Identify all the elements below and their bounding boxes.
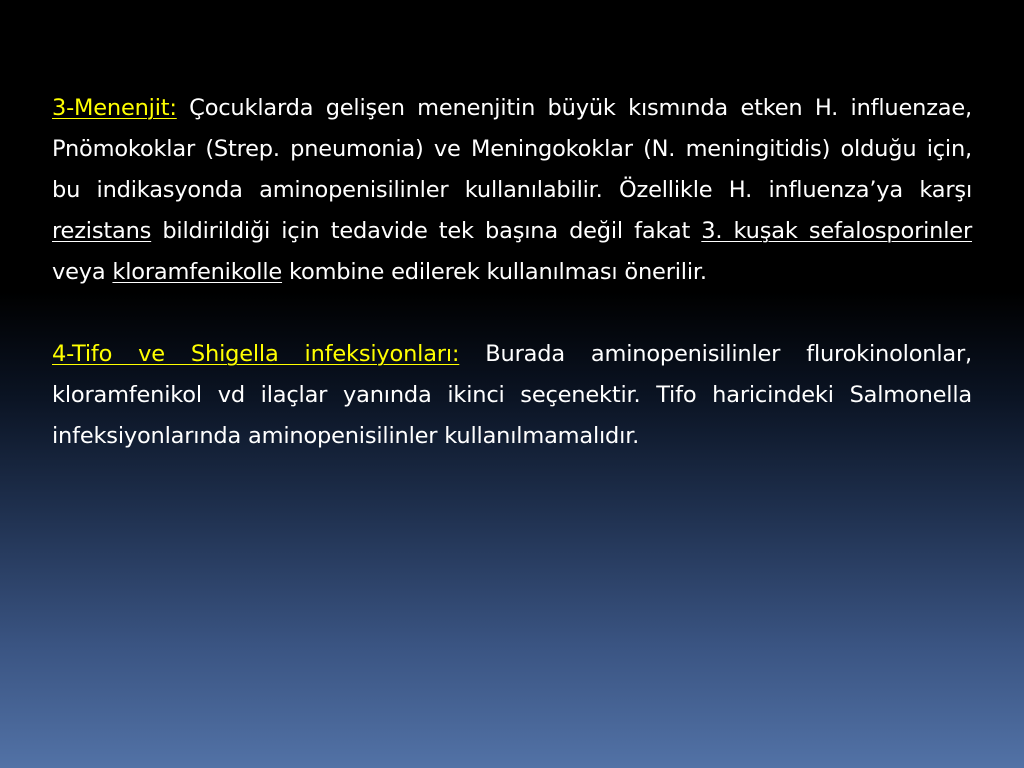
underlined-term-rezistans: rezistans <box>52 218 152 244</box>
paragraph-text: kombine edilerek kullanılması önerilir. <box>282 259 707 285</box>
heading-tifo-shigella: 4-Tifo ve Shigella infeksiyonları: <box>52 341 460 367</box>
paragraph-text: bildirildiği için tedavide tek başına değil fakat <box>151 218 702 244</box>
paragraph-menenjit <box>52 88 972 293</box>
paragraph-tifo-shigella <box>52 334 972 457</box>
underlined-term-kloramfenikolle: kloramfenikolle <box>112 259 283 285</box>
paragraph-text: Burada aminopenisilinler flurokinolonlar, kloramfenikol vd ilaçlar yanında ikinci seçenektir. Tifo haricindeki Salmonella infeksiyonlarında aminopenisilinler kullanılmamalıdır. <box>52 341 973 449</box>
underlined-term-sefalosporinler: 3. kuşak sefalosporinler <box>701 218 972 244</box>
paragraph-text: veya <box>52 259 113 285</box>
slide-content <box>52 88 972 457</box>
paragraph-text: Çocuklarda gelişen menenjitin büyük kısmında etken H. influenzae, Pnömokoklar (Strep. pneumonia) ve Meningokoklar (N. meningitidis) olduğu için, bu indikasyonda aminopenisilinler kullanılabilir. Özellikle H. influenza’ya karşı <box>52 95 972 203</box>
heading-menenjit: 3-Menenjit: <box>52 95 177 121</box>
